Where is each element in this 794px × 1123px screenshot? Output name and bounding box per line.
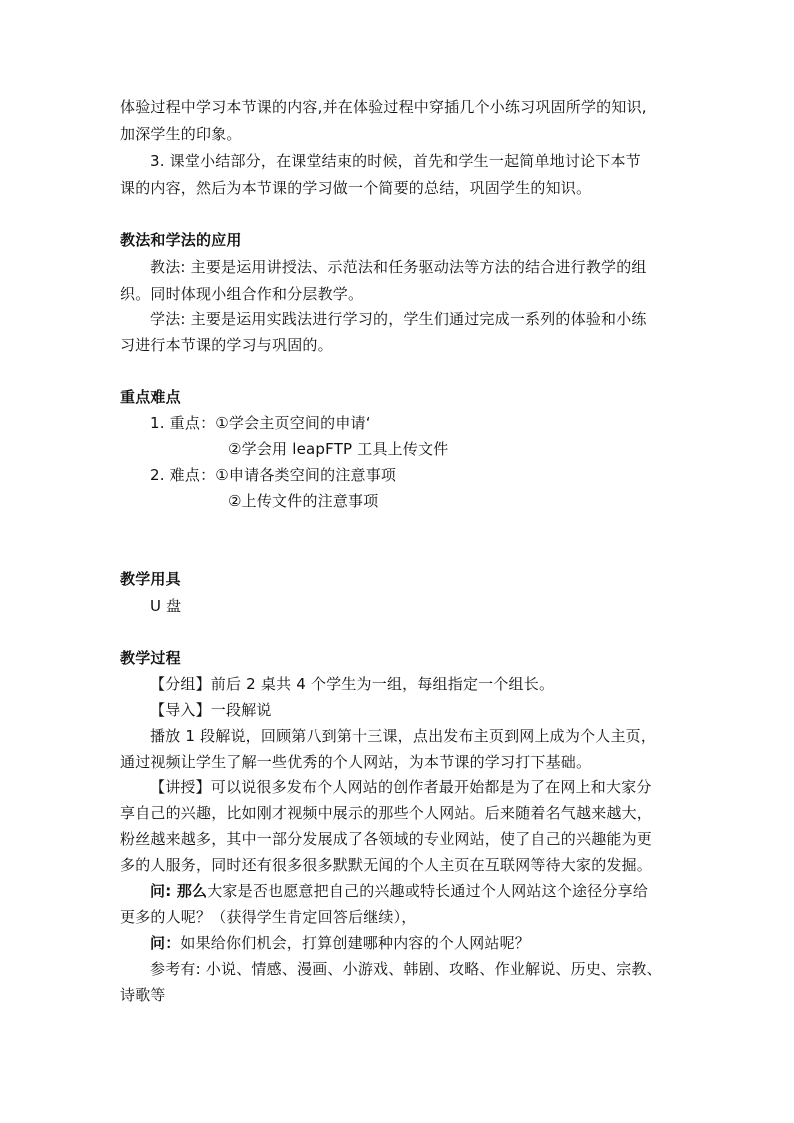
process-heading: 教学过程 [120, 649, 181, 667]
intro-line-2: 加深学生的印象。 [120, 125, 242, 143]
play-line-2: 通过视频让学生了解一些优秀的个人网站，为本节课的学习打下基础。 [120, 753, 592, 771]
question-1-line-2: 更多的人呢？（获得学生肯定回答后继续）， [120, 908, 417, 926]
difficulty-line-1: 2. 难点：①申请各类空间的注意事项 [150, 466, 397, 484]
intro-line-1: 体验过程中学习本节课的内容,并在体验过程中穿插几个小练习巩固所学的知识, [120, 98, 647, 116]
grouping-line: 【分组】前后 2 桌共 4 个学生为一组，每组指定一个组长。 [150, 675, 555, 693]
question-1-line-1 [150, 881, 680, 901]
question-2-line [150, 933, 680, 953]
explain-line-2: 享自己的兴趣，比如刚才视频中展示的那些个人网站。后来随着名气越来越大， [120, 804, 653, 822]
explain-line-1: 【讲授】可以说很多发布个人网站的创作者最开始都是为了在网上和大家分 [150, 778, 652, 796]
teaching-method-line-2: 织。同时体现小组合作和分层教学。 [120, 285, 364, 303]
question-1-text: 大家是否也愿意把自己的兴趣或特长通过个人网站这个途径分享给 [207, 882, 649, 900]
key-point-line-2: ②学会用 leapFTP 工具上传文件 [228, 440, 449, 458]
intro-step-line: 【导入】一段解说 [150, 701, 272, 719]
play-line-1: 播放 1 段解说，回顾第八到第十三课，点出发布主页到网上成为个人主页， [150, 727, 657, 745]
summary-item-line-1: 3. 课堂小结部分，在课堂结束的时候，首先和学生一起简单地讨论下本节 [150, 152, 641, 170]
reference-line-1: 参考有: 小说、情感、漫画、小游戏、韩剧、攻略、作业解说、历史、宗教、 [150, 960, 662, 978]
question-1-label: 问: 那么 [150, 882, 208, 900]
question-2-text: 如果给你们机会，打算创建哪种内容的个人网站呢？ [180, 934, 531, 952]
question-2-label: 问： [150, 934, 181, 952]
key-point-line-1: 1. 重点：①学会主页空间的申请‘ [150, 414, 371, 432]
difficulty-line-2: ②上传文件的注意事项 [228, 492, 379, 510]
keypoints-heading: 重点难点 [120, 388, 181, 406]
reference-line-2: 诗歌等 [120, 986, 166, 1004]
learning-method-line-1: 学法: 主要是运用实践法进行学习的，学生们通过完成一系列的体验和小练 [150, 310, 647, 328]
methods-heading: 教法和学法的应用 [120, 231, 242, 249]
teaching-method-line-1: 教法: 主要是运用讲授法、示范法和任务驱动法等方法的结合进行教学的组 [150, 258, 647, 276]
learning-method-line-2: 习进行本节课的学习与巩固的。 [120, 336, 333, 354]
explain-line-3: 粉丝越来越多，其中一部分发展成了各领域的专业网站，使了自己的兴趣能为更 [120, 830, 653, 848]
summary-item-line-2: 课的内容，然后为本节课的学习做一个简要的总结，巩固学生的知识。 [120, 179, 592, 197]
tools-heading: 教学用具 [120, 570, 181, 588]
tools-item: U 盘 [150, 597, 182, 615]
explain-line-4: 多的人服务，同时还有很多很多默默无闻的个人主页在互联网等待大家的发掘。 [120, 856, 653, 874]
